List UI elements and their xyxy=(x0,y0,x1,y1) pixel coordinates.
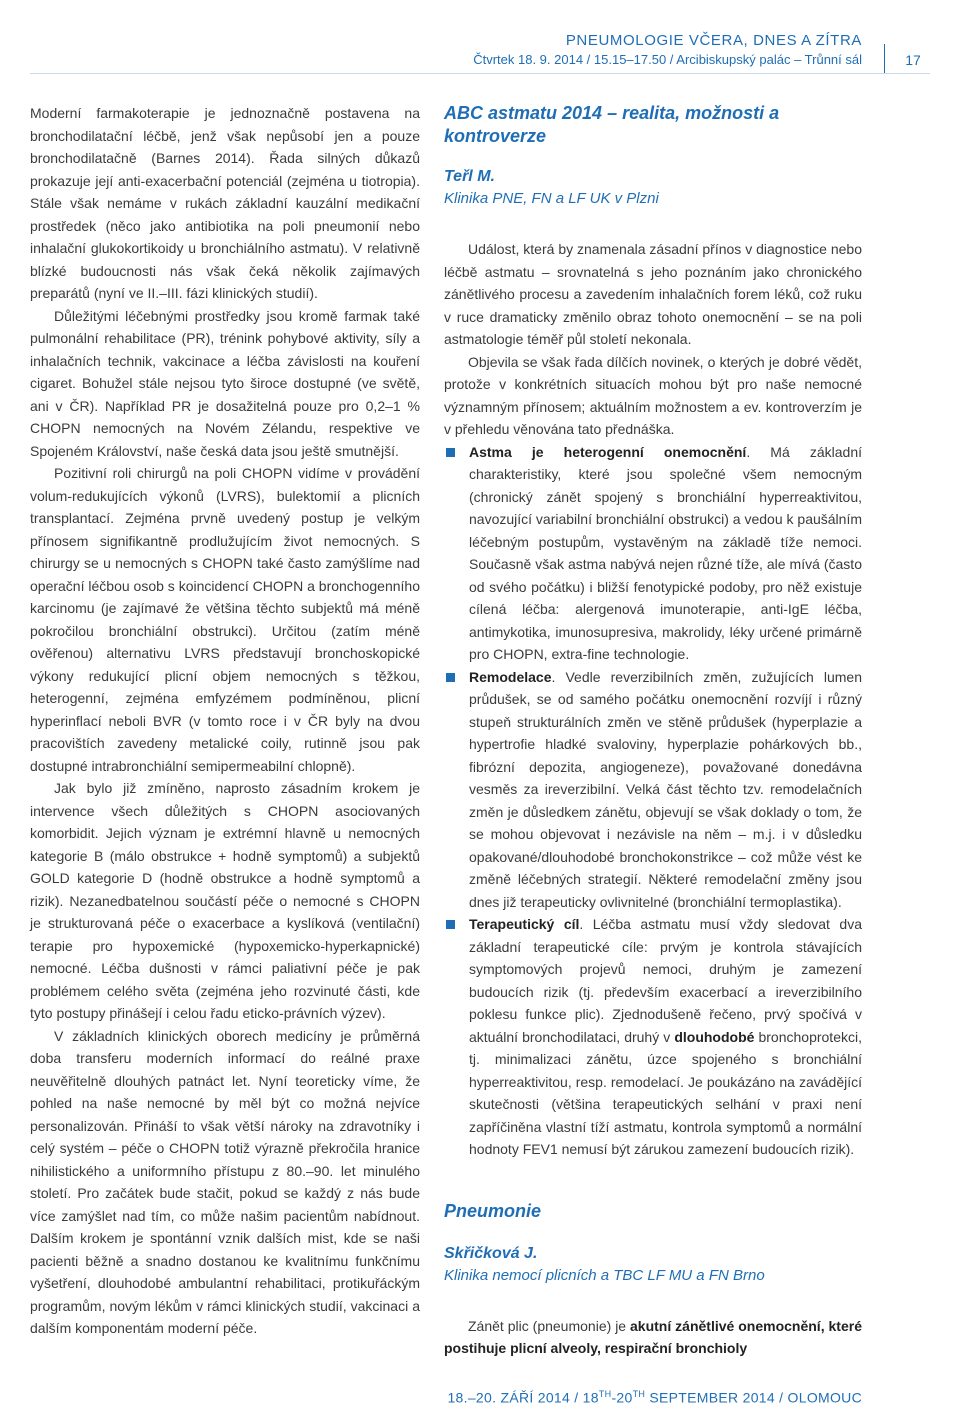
page-header xyxy=(0,0,960,78)
article-author: Skřičková J. xyxy=(444,1244,538,1262)
intro-text: Zánět plic (pneumonie) je xyxy=(468,1317,631,1334)
intro-emphasis: akutní zánětlivé onemocnění, které postihuje plicní alveoly, respirační bronchioly xyxy=(444,1317,862,1356)
footer-sup: TH xyxy=(598,1389,612,1399)
bullet-emphasis: dlouhodobé xyxy=(674,1028,755,1045)
header-rule xyxy=(30,73,930,74)
article-title: ABC astmatu 2014 – realita, možnosti a kontroverze xyxy=(444,103,780,146)
session-info: Čtvrtek 18. 9. 2014 / 15.15–17.50 / Arcibiskupský palác – Trůnní sál xyxy=(473,52,862,67)
paragraph: Událost, která by znamenala zásadní přínos v diagnostice nebo léčbě astmatu – srovnatelná s jeho poznáním jako chronického zánětlivého procesu a zavedením inhalačních forem léků, což ruku v ruce dramaticky změnilo obraz tohoto onemocnění – se na poli astmatologie téměř půl století nekonala. xyxy=(444,241,862,347)
paragraph: Objevila se však řada dílčích novinek, o kterých je dobré vědět, protože v konkrétních situacích mohou být pro naše nemocné významným přínosem; aktuálním možnostem a ev. kontroverzím je v přehledu věnována tato přednáška. xyxy=(444,353,862,437)
bullet-lead: Astma je heterogenní onemocnění xyxy=(469,443,747,460)
page-footer xyxy=(0,1386,960,1410)
bullet-text: . Vedle reverzibilních změn, zužujících lumen průdušek, se od samého počátku onemocnění rozvíjí i různý stupeň strukturálních změn ve stěně průdušek (hyperplazie a hypertrofie hladké svaloviny, hyperplazie pohárkových bb., fibrózní depozita, angiogeneze), považované donedávna vesměs za ireverzibilní. Velká část těchto tzv. remodelačních změn je důsledkem zánětu, objevují se však doklady o tom, že se mohou objevovat i nezávisle na něm – m.j. i v důsledku opakované/dlouhodobé bronchokonstrikce – což může vést ke změně léčebných strategií. Některé remodelační změny jsou dnes již terapeuticky ovlivnitelné (bronchiální termoplastika). xyxy=(469,668,862,910)
footer-dates xyxy=(447,1389,862,1406)
right-column xyxy=(444,102,862,1360)
footer-sup: TH xyxy=(632,1389,646,1399)
square-bullet-icon xyxy=(446,448,455,457)
header-divider xyxy=(884,44,885,74)
bullet-lead: Remodelace xyxy=(469,668,552,685)
article-author: Teřl M. xyxy=(444,168,495,185)
bullet-item xyxy=(444,666,862,914)
paragraph: V základních klinických oborech medicíny je průměrná doba transferu moderních informací do reálné praxe neuvěřitelně dlouhých patnáct let. Nyní teoreticky víme, že pohled na naše nemocné by měl být co možná nejvíce personalizován. Přináší to však větší nároky na zdravotníky i celý systém – péče o CHOPN totiž výrazně překročila hranice nihilistického a uniformního přístupu z 80.–90. let minulého století. Pro začátek bude stačit, pokud se každý z nás bude více zamýšlet nad tím, co může našim pacientům nabídnout. Dalším krokem je spontánní vznik dalších mist, kde se naši pacienti běžně a snadno dostanou ke kvalitnímu funkčnímu vyšetření, dlouhodobé ambulantní rehabilitaci, protikuřáckým programům, novým lékům v rámci klinických studií, vakcinaci a dalším komponentám moderní péče. xyxy=(30,1027,420,1336)
footer-text-part: 18.–20. ZÁŘÍ 2014 / 18 xyxy=(447,1389,599,1406)
bullet-item xyxy=(444,913,862,1161)
paragraph xyxy=(444,1315,862,1360)
bullet-text: . Léčba astmatu musí vždy sledovat dva základní terapeutické cíle: prvým je kontrola stávajících symptomových projevů nemoci, druhým je zamezení budoucích rizik (tj. především exacerbací a ireverzibilního poklesu funkce plic). Zjednodušeně řečeno, prvý spočívá v aktuální bronchodilataci, druhý v xyxy=(469,916,862,1045)
footer-text-part: SEPTEMBER 2014 / OLOMOUC xyxy=(645,1389,862,1406)
bullet-item xyxy=(444,441,862,666)
article-affiliation: Klinika PNE, FN a LF UK v Plzni xyxy=(444,190,659,207)
conference-title: PNEUMOLOGIE VČERA, DNES A ZÍTRA xyxy=(565,32,862,49)
page-number: 17 xyxy=(905,52,921,68)
article-affiliation: Klinika nemocí plicních a TBC LF MU a FN Brno xyxy=(444,1266,765,1284)
paragraph: Moderní farmakoterapie je jednoznačně postavena na bronchodilatační léčbě, jenž však nepůsobí jen a pouze bronchodilatačně (Barnes 2014). Řada silných důkazů prokazuje její anti-exacerbační potenciál (zejména u tiotropia). Stále však nemáme v rukách základní kauzální medikační prostředek (něco jako antibiotika na poli pneumonií nebo inhalační glukokortikoidy u bronchiálního astmatu). V relativně blízké budoucnosti nás však čeká několik zajímavých preparátů (nyní ve II.–III. fázi klinických studií). xyxy=(30,105,420,301)
paragraph: Pozitivní roli chirurgů na poli CHOPN vidíme v provádění volum-redukujících výkonů (LVRS), bulektomií a plicních transplantací. Zejména prvně uvedený postup je velkým přínosem signifikantně prodlužujícím život nemocných. S chirurgy se u nemocných s CHOPN také často zamýšlíme nad operační léčbou osob s koincidencí CHOPN a bronchogenního karcinomu (je zajímavé že většina těchto subjektů má méně pokročilou bronchiální obstrukci). Určitou (zatím méně ověřenou) alternativu LVRS představují bronchoskopické výkony redukující plicní objem nemocných s těžkou, heterogenní, zejména emfyzémem podmíněnou, plicní hyperinflací neboli BVR (v tomto roce i v ČR byly na dvou pracovištích zavedeny metalické coily, rutinně jsou pak dostupné intrabronchiální semipermeabilní chlopně). xyxy=(30,465,420,774)
square-bullet-icon xyxy=(446,673,455,682)
left-column xyxy=(30,102,420,1340)
bullet-text: . Má základní charakteristiky, které jsou společné všem nemocným (chronický zánět spojený s bronchiální hyperreaktivitou, navozující variabilní bronchiální obstrukci) a vedou k paušálním léčebným postupům, vystavěným na základě tíže nemoci. Současně však astma nabývá nejen různé tíže, ale mívá (často od svého počátku) i bližší fenotypické podoby, pro něž existuje cílená léčba: alergenová imunoterapie, anti-IgE léčba, antimykotika, imunosupresiva, makrolidy, léky určené primárně pro CHOPN, extra-fine technologie. xyxy=(469,443,862,662)
bullet-text: bronchoprotekci, tj. minimalizaci zánětu, úzce spojeného s bronchiální hyperreaktivitou, resp. remodelací. Je poukázáno na zavádějící skutečnosti (většina terapeutických selhání v praxi není zapříčiněna vlastní tíží astmatu, kontrola symptomů a normální hodnoty FEV1 nemusí být zárukou zamezení budoucích rizik). xyxy=(469,1028,862,1157)
footer-text-part: -20 xyxy=(611,1389,633,1406)
bullet-lead: Terapeutický cíl xyxy=(469,916,580,932)
paragraph: Jak bylo již zmíněno, naprosto zásadním krokem je intervence všech důležitých s CHOPN asociovaných komorbidit. Jejich význam je extrémní hlavně u nemocných kategorie B (málo obstrukce + hodně symptomů) a subjektů GOLD kategorie D (hodně obstrukce a hodně symptomů a rizik). Nezanedbatelnou součástí péče o nemocné s CHOPN je strukturovaná péče o exacerbace a kyslíková (ventilační) terapie pro hypoxemické (hypoxemicko-hyperkapnické) nemocné. Léčba dušnosti v rámci paliativní péče je pak problémem celého světa (zejména jeho rozvinuté části, kde tyto postupy přinášejí i celou řadu eticko-právních výzev). xyxy=(30,780,420,1021)
square-bullet-icon xyxy=(446,920,455,929)
paragraph: Důležitými léčebnými prostředky jsou kromě farmak také pulmonální rehabilitace (PR), trénink pohybové aktivity, síly a inhalačních technik, vakcinace a léčba závislosti na kouření cigaret. Bohužel stále nejsou tyto široce dostupné (ve světě, ani v ČR). Například PR je dosažitelná pouze pro 0,2–1 % CHOPN nemocných na Novém Zélandu, respektive ve Spojeném Království, naše česká data jsou ještě smutnější. xyxy=(30,307,420,459)
article-title: Pneumonie xyxy=(444,1200,542,1221)
